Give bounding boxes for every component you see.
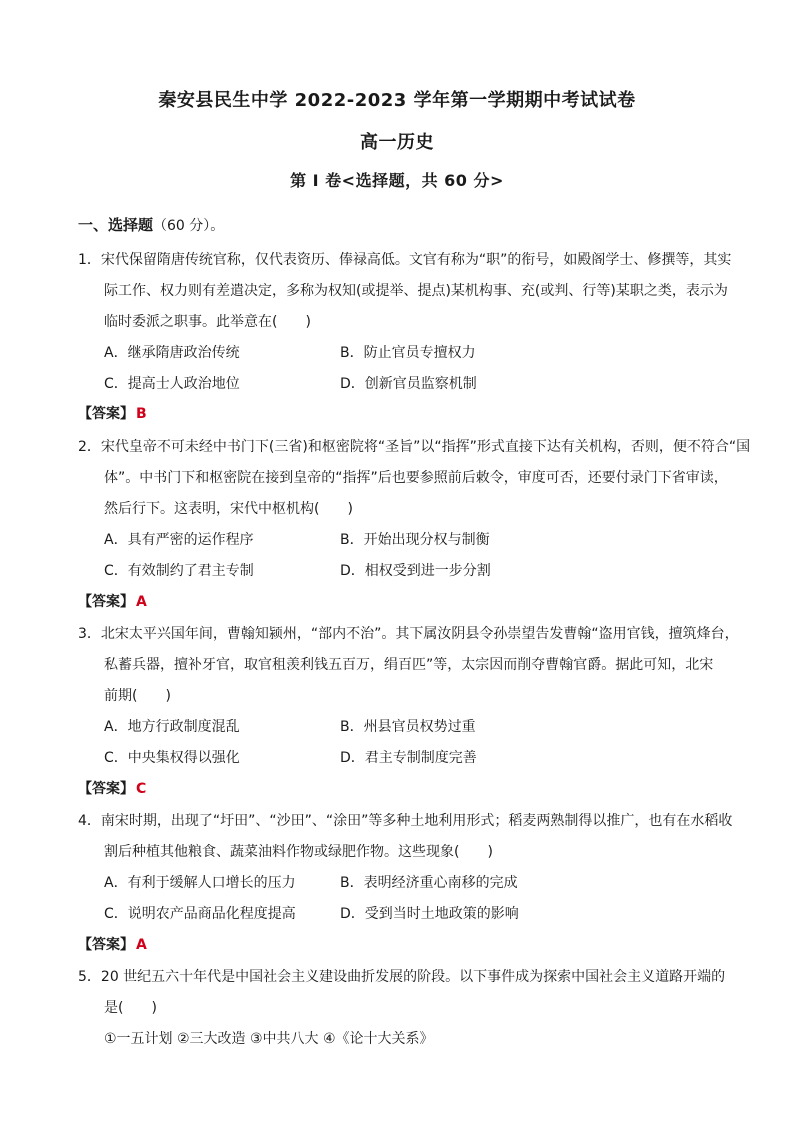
question-3-answer [78, 779, 146, 799]
question-4-line-2: 割后种植其他粮食、蔬菜油料作物或绿肥作物。这些现象( ) [104, 844, 493, 860]
question-2-option-b: B．开始出现分权与制衡 [340, 532, 490, 548]
question-3-option-c: C．中央集权得以强化 [104, 750, 240, 766]
question-3-line-1: 3．北宋太平兴国年间，曹翰知颍州，“部内不治”。其下属汝阴县令孙崇望告发曹翰“盗用官钱，擅筑烽台， [78, 626, 739, 642]
question-4-line-1: 4．南宋时期，出现了“圩田”、“沙田”、“涂田”等多种土地利用形式；稻麦两熟制得以推广，也有在水稻收 [78, 813, 733, 829]
answer-value: A [136, 594, 147, 610]
answer-value: C [136, 781, 147, 797]
question-1-option-b: B．防止官员专擅权力 [340, 345, 476, 361]
answer-value: A [136, 937, 147, 953]
question-1-line-2: 际工作、权力则有差遣决定，多称为权知(或提举、提点)某机构事、充(或判、行等)某职之类，表示为 [104, 283, 728, 299]
question-4-option-a: A．有利于缓解人口增长的压力 [104, 875, 296, 891]
question-5-line-2: 是( ) [104, 1000, 157, 1016]
question-3-option-d: D．君主专制制度完善 [340, 750, 477, 766]
question-3-line-2: 私蓄兵器，擅补牙官，取官租羡利钱五百万，绢百匹”等，太宗因而削夺曹翰官爵。据此可知，北宋 [104, 657, 714, 673]
question-4-option-b: B．表明经济重心南移的完成 [340, 875, 518, 891]
question-1-option-a: A．继承隋唐政治传统 [104, 345, 240, 361]
question-2-option-d: D．相权受到进一步分割 [340, 563, 491, 579]
question-2-option-c: C．有效制约了君主专制 [104, 563, 254, 579]
question-2-answer [78, 592, 147, 612]
question-1-answer [78, 404, 147, 424]
question-3-line-3: 前期( ) [104, 688, 171, 704]
question-4-option-d: D．受到当时土地政策的影响 [340, 906, 519, 922]
question-2-line-2: 体”。中书门下和枢密院在接到皇帝的“指挥”后也要参照前后敕令，审度可否，还要付录门下省审读， [104, 470, 728, 486]
question-1-line-1: 1．宋代保留隋唐传统官称，仅代表资历、俸禄高低。文官有称为“职”的衔号，如殿阁学士、修撰等，其实 [78, 252, 732, 268]
section-heading [78, 214, 224, 235]
question-1-option-c: C．提高士人政治地位 [104, 376, 240, 392]
answer-tag: 【答案】 [78, 781, 134, 797]
answer-value: B [136, 406, 147, 422]
subject-title: 高一历史 [360, 132, 434, 153]
question-3-option-a: A．地方行政制度混乱 [104, 719, 240, 735]
section-label: 一、选择题 [78, 216, 154, 234]
part-title: 第 I 卷<选择题，共 60 分> [290, 171, 504, 190]
question-2-line-1: 2．宋代皇帝不可未经中书门下(三省)和枢密院将“圣旨”以“指挥”形式直接下达有关机构，否则，便不符合“国 [78, 439, 751, 455]
question-2-line-3: 然后行下。这表明，宋代中枢机构( ) [104, 501, 353, 517]
answer-tag: 【答案】 [78, 406, 134, 422]
question-1-line-3: 临时委派之职事。此举意在( ) [104, 314, 311, 330]
question-2-option-a: A．具有严密的运作程序 [104, 532, 254, 548]
question-3-option-b: B．州县官员权势过重 [340, 719, 476, 735]
question-5-line-3: ①一五计划 ②三大改造 ③中共八大 ④《论十大关系》 [104, 1031, 434, 1047]
section-note: （60 分）。 [153, 218, 225, 234]
answer-tag: 【答案】 [78, 937, 134, 953]
question-4-option-c: C．说明农产品商品化程度提高 [104, 906, 296, 922]
question-5-line-1: 5．20 世纪五六十年代是中国社会主义建设曲折发展的阶段。以下事件成为探索中国社会主义道路开端的 [78, 969, 726, 985]
exam-title: 秦安县民生中学 2022-2023 学年第一学期期中考试试卷 [158, 90, 636, 111]
question-1-option-d: D．创新官员监察机制 [340, 376, 477, 392]
answer-tag: 【答案】 [78, 594, 134, 610]
question-4-answer [78, 935, 147, 955]
